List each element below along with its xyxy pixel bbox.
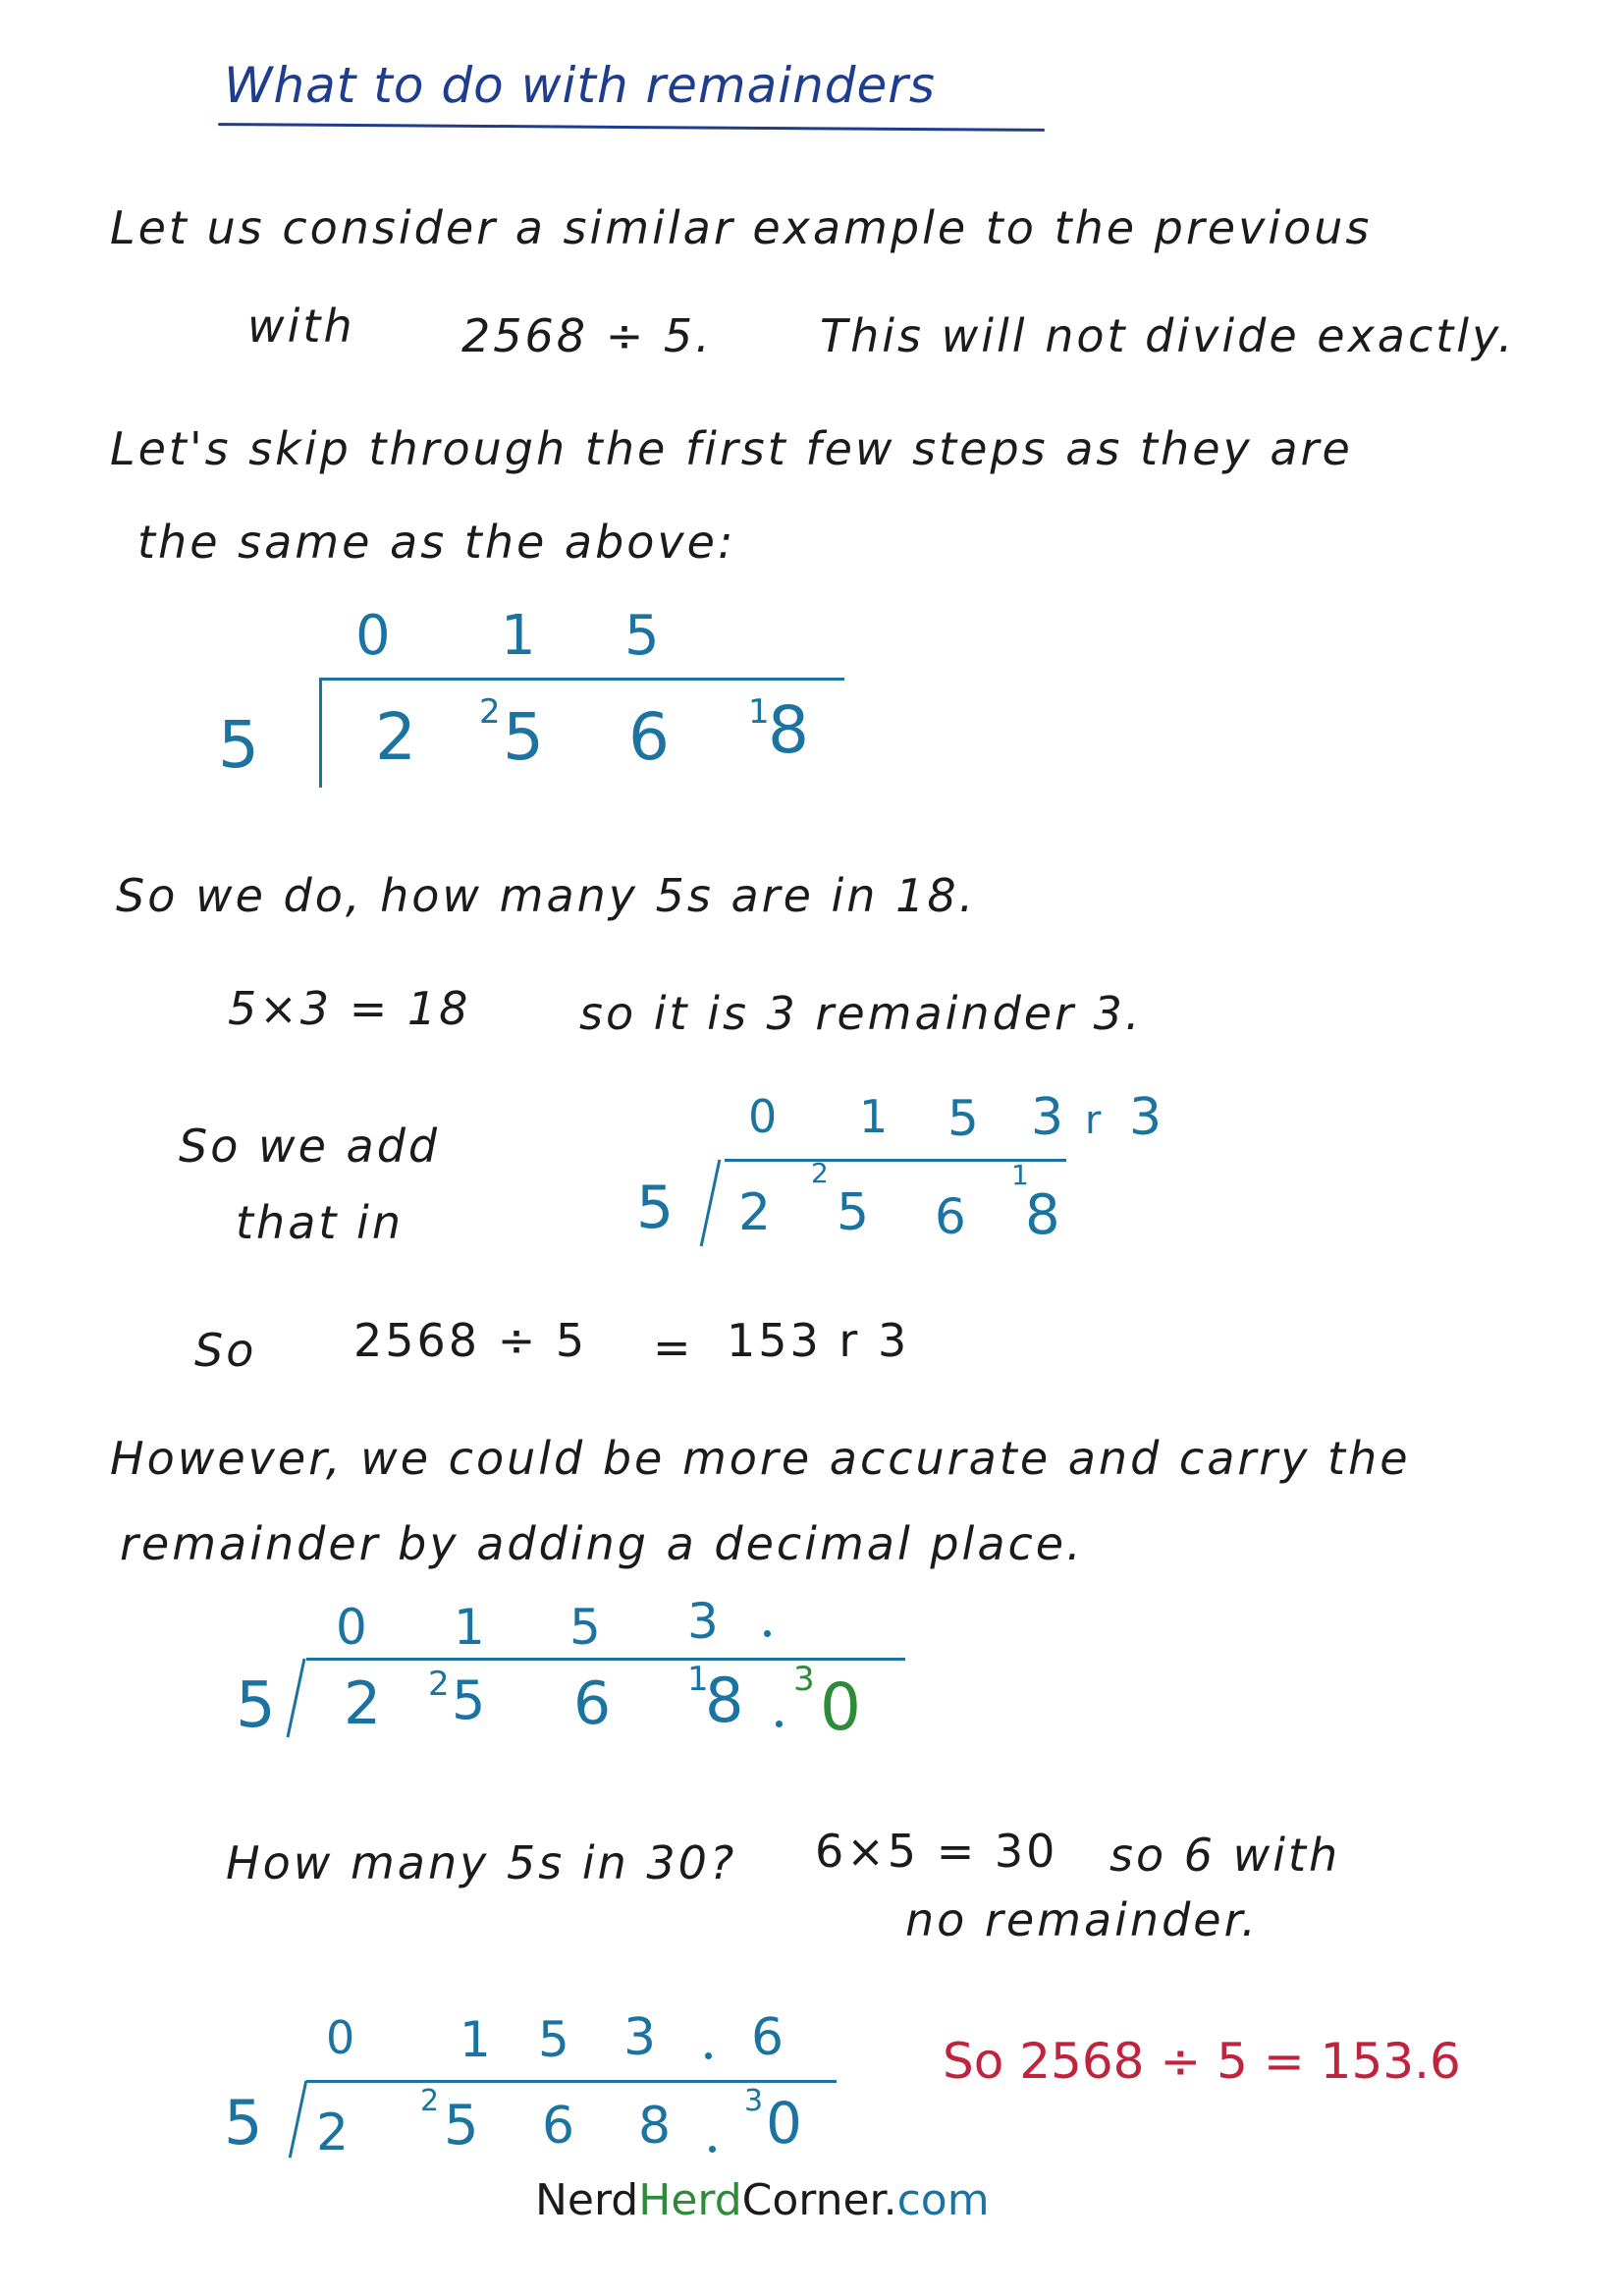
- footer-herd: Herd: [638, 2175, 742, 2225]
- div4-dividend-4: 0: [766, 2090, 802, 2157]
- div4-quotient-0: 0: [326, 2011, 355, 2064]
- div2-quotient-2: 5: [947, 1090, 979, 1147]
- div3-carry-0: 2: [428, 1665, 450, 1704]
- accurate-line-2: remainder by adding a decimal place.: [120, 1517, 1084, 1570]
- div2-dividend-1: 5: [837, 1183, 870, 1242]
- intro-line-2c: This will not divide exactly.: [820, 309, 1516, 362]
- div2-quotient-1: 1: [859, 1090, 889, 1143]
- title-underline: [218, 123, 1045, 132]
- step3-line-1a: How many 5s in 30?: [226, 1836, 737, 1889]
- div3-divisor: 5: [236, 1669, 276, 1742]
- div2-dividend-0: 2: [738, 1183, 772, 1242]
- div3-dividend-0: 2: [344, 1669, 382, 1738]
- div2-quotient-4: 3: [1129, 1088, 1163, 1147]
- div3-carry-2: 3: [793, 1660, 815, 1699]
- div2-dividend-3: 8: [1025, 1183, 1060, 1247]
- div2-carry-0: 2: [811, 1157, 829, 1189]
- div1-divisor: 5: [218, 707, 259, 783]
- step2-line-1: So we do, how many 5s are in 18.: [116, 869, 977, 922]
- div4-dividend-1: 5: [444, 2094, 479, 2158]
- intro-line-2a: with: [247, 300, 355, 353]
- div4-dividend-3: 8: [638, 2097, 672, 2156]
- div3-dividend-2: 6: [573, 1669, 612, 1738]
- div4-quotient-4: 6: [751, 2008, 784, 2067]
- div4-carry-1: 3: [744, 2084, 764, 2118]
- div4-quotient-decimal-point: [705, 2052, 712, 2059]
- result1-answer: 153 r 3: [727, 1314, 910, 1367]
- div1-carry-1: 1: [748, 692, 770, 732]
- div4-quotient-2: 5: [538, 2011, 569, 2068]
- div2-divisor: 5: [636, 1174, 675, 1242]
- div3-bracket: [287, 1659, 306, 1738]
- div1-overline: [319, 678, 844, 681]
- div2-dividend-2: 6: [935, 1188, 966, 1245]
- div4-dividend-decimal-point: [709, 2146, 716, 2153]
- step3-line-1c: so 6 with: [1109, 1829, 1341, 1882]
- step2-line-2b: so it is 3 remainder 3.: [579, 987, 1143, 1040]
- div2-note-line-1: So we add: [179, 1120, 441, 1173]
- div4-bracket: [289, 2081, 308, 2159]
- div3-quotient-2: 5: [569, 1599, 601, 1656]
- div4-dividend-0: 2: [316, 2104, 350, 2162]
- div3-carry-1: 1: [687, 1660, 709, 1699]
- accurate-line-1: However, we could be more accurate and carry the: [110, 1432, 1411, 1485]
- div3-dividend-3: 8: [705, 1665, 744, 1736]
- div1-dividend-0: 2: [375, 699, 416, 775]
- step3-line-1b: 6×5 = 30: [815, 1825, 1058, 1878]
- div2-quotient-3: 3: [1031, 1088, 1064, 1147]
- intro-line-4: the same as the above:: [137, 516, 736, 569]
- div3-dividend-1: 5: [452, 1669, 486, 1731]
- div3-quotient-decimal-point: [764, 1630, 771, 1637]
- footer-corner: Corner.: [741, 2175, 897, 2225]
- div1-quotient-2: 5: [624, 604, 660, 668]
- div1-dividend-2: 6: [628, 699, 670, 775]
- result1-so: So: [194, 1324, 257, 1377]
- div3-quotient-0: 0: [336, 1599, 367, 1656]
- result1-expression: 2568 ÷ 5: [353, 1314, 588, 1367]
- footer-nerd: Nerd: [535, 2175, 639, 2225]
- div2-note-line-2: that in: [236, 1196, 404, 1249]
- div4-quotient-3: 3: [623, 2008, 657, 2067]
- div4-overline: [306, 2080, 837, 2083]
- step2-line-2a: 5×3 = 18: [228, 982, 471, 1035]
- intro-line-3: Let's skip through the first few steps as they are: [110, 422, 1353, 475]
- div3-overline: [306, 1658, 905, 1661]
- div4-dividend-2: 6: [542, 2097, 575, 2156]
- div1-dividend-1: 5: [503, 699, 544, 775]
- result1-equals: =: [653, 1321, 694, 1374]
- div1-quotient-1: 1: [501, 604, 536, 668]
- div1-quotient-0: 0: [355, 604, 391, 668]
- footer-brand: [535, 2175, 990, 2225]
- div1-carry-0: 2: [479, 692, 501, 732]
- div3-new-digit: 0: [820, 1669, 861, 1745]
- div4-divisor: 5: [224, 2087, 263, 2159]
- footer-com: com: [896, 2175, 990, 2225]
- step3-line-2: no remainder.: [905, 1893, 1259, 1946]
- div1-dividend-3: 8: [768, 692, 809, 768]
- div3-dividend-decimal-point: [776, 1721, 783, 1727]
- intro-line-2b: 2568 ÷ 5.: [461, 309, 713, 362]
- div2-quotient-r: r: [1085, 1098, 1102, 1143]
- div2-quotient-0: 0: [748, 1090, 778, 1143]
- div3-quotient-1: 1: [454, 1599, 485, 1656]
- div2-bracket: [700, 1160, 722, 1247]
- div3-quotient-3: 3: [687, 1593, 719, 1650]
- final-answer: So 2568 ÷ 5 = 153.6: [943, 2033, 1461, 2090]
- page-title: What to do with remainders: [224, 57, 936, 114]
- div2-carry-1: 1: [1011, 1159, 1029, 1191]
- div4-quotient-1: 1: [460, 2011, 491, 2068]
- div1-bracket: [319, 678, 322, 788]
- div4-carry-0: 2: [420, 2084, 440, 2118]
- intro-line-1: Let us consider a similar example to the previous: [110, 201, 1373, 254]
